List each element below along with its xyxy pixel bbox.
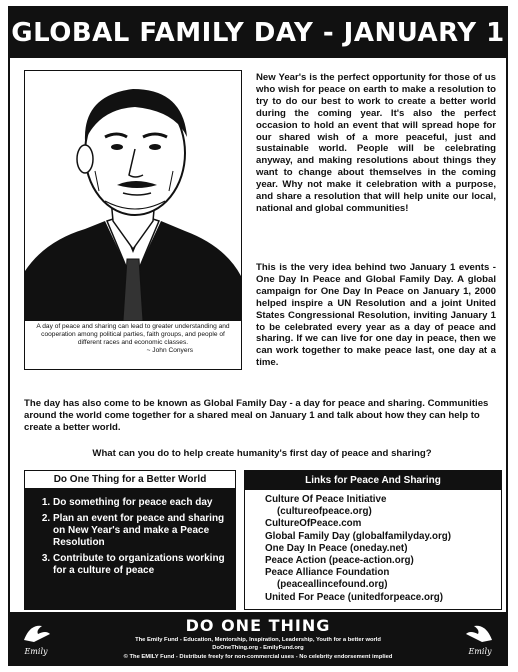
do-one-thing-box xyxy=(24,470,236,610)
dove-icon xyxy=(460,618,500,648)
portrait-frame xyxy=(24,70,242,370)
do-one-thing-item: 1. Do something for peace each day xyxy=(53,497,235,509)
events-rest: . A global campaign for One Day In Peace on January 1, 2000 helped inspire a UN Resolution and a joint United States Congressional Resolution, inviting January 1 to be celebrated every year as a day of peace and sharing. If we can live for one day in peace, then we can work together to make peace last, one day at a time. xyxy=(256,273,497,369)
footer-line[interactable]: DoOneThing.org - EmilyFund.org xyxy=(212,645,304,651)
logo-text: Emily xyxy=(24,647,48,656)
links-list xyxy=(245,494,501,604)
links-box xyxy=(244,470,502,610)
do-one-thing-list xyxy=(25,497,235,577)
link-item[interactable]: One Day In Peace (oneday.net) xyxy=(265,542,408,554)
do-one-thing-item: 3. Contribute to organizations working for a culture of peace xyxy=(53,553,235,577)
do-one-thing-item: 2. Plan an event for peace and sharing on New Year's and make a Peace Resolution xyxy=(53,513,235,549)
intro-paragraph: New Year's is the perfect opportunity for those of us who wish for peace on earth to make a resolution to try to do our best to work to create a better world during the coming year. It's also the perfect occasion to hold an event that will spread hope for our shared wish of a more peaceful, just and sustainable world. People will be celebrating anyway, and making resolutions about things they want to change about themselves in the coming year. Why not make it celebration with a purpose, and share a resolution that will help unite our local, national and global communities! xyxy=(256,72,496,214)
caption-text: A day of peace and sharing can lead to greater understanding and cooperation among political parties, faith groups, and people of different races and economic classes. xyxy=(36,323,230,346)
link-item[interactable]: Peace Action (peace-action.org) xyxy=(265,555,414,567)
link-item[interactable]: United For Peace (unitedforpeace.org) xyxy=(265,591,444,603)
events-paragraph xyxy=(256,262,496,369)
events-lead: This is the very idea behind two January 1 events - xyxy=(256,262,496,273)
link-item[interactable]: Global Family Day (globalfamilyday.org) xyxy=(265,530,451,542)
caption-attribution: ~ John Conyers xyxy=(146,347,193,354)
link-item[interactable]: Culture Of Peace Initiative xyxy=(265,494,387,505)
title-bar xyxy=(10,8,506,58)
flyer xyxy=(8,6,508,666)
gfd-lead: The day has also come to be known as xyxy=(24,398,204,409)
page-title: GLOBAL FAMILY DAY - JANUARY 1 xyxy=(11,18,505,48)
link-item[interactable]: (peaceallincefound.org) xyxy=(277,579,388,591)
gfd-name: Global Family Day xyxy=(203,398,287,409)
global-family-day-paragraph xyxy=(24,398,500,434)
portrait-illustration xyxy=(25,71,241,321)
footer-line: The Emily Fund - Education, Mentorship, Inspiration, Leadership, Youth for a better world xyxy=(135,637,381,643)
gfd-rest: - a day for peace and sharing. Communities around the world come together for a shared meal on January 1 and talk about how they can help to create a better world. xyxy=(24,398,489,433)
link-item[interactable]: CultureOfPeace.com xyxy=(265,518,362,530)
question-line: What can you do to help create humanity's first day of peace and sharing? xyxy=(92,448,432,459)
link-item[interactable]: Peace Alliance Foundation xyxy=(265,567,390,579)
event-one-day-in-peace: One Day In Peace xyxy=(256,273,341,285)
do-one-thing-heading: Do One Thing for a Better World xyxy=(25,471,235,489)
portrait-caption xyxy=(33,323,233,355)
emily-fund-logo xyxy=(460,618,500,658)
events-and: and xyxy=(340,273,366,285)
footer xyxy=(10,612,506,664)
footer-line: © The EMILY Fund - Distribute freely for non-commercial uses - No celebrity endorsement implied xyxy=(123,654,393,660)
link-item[interactable]: (cultureofpeace.org) xyxy=(277,506,372,518)
event-global-family-day: Global Family Day xyxy=(365,273,451,285)
footer-title: DO ONE THING xyxy=(185,616,331,635)
links-heading: Links for Peace And Sharing xyxy=(245,471,501,490)
logo-text: Emily xyxy=(468,647,492,656)
